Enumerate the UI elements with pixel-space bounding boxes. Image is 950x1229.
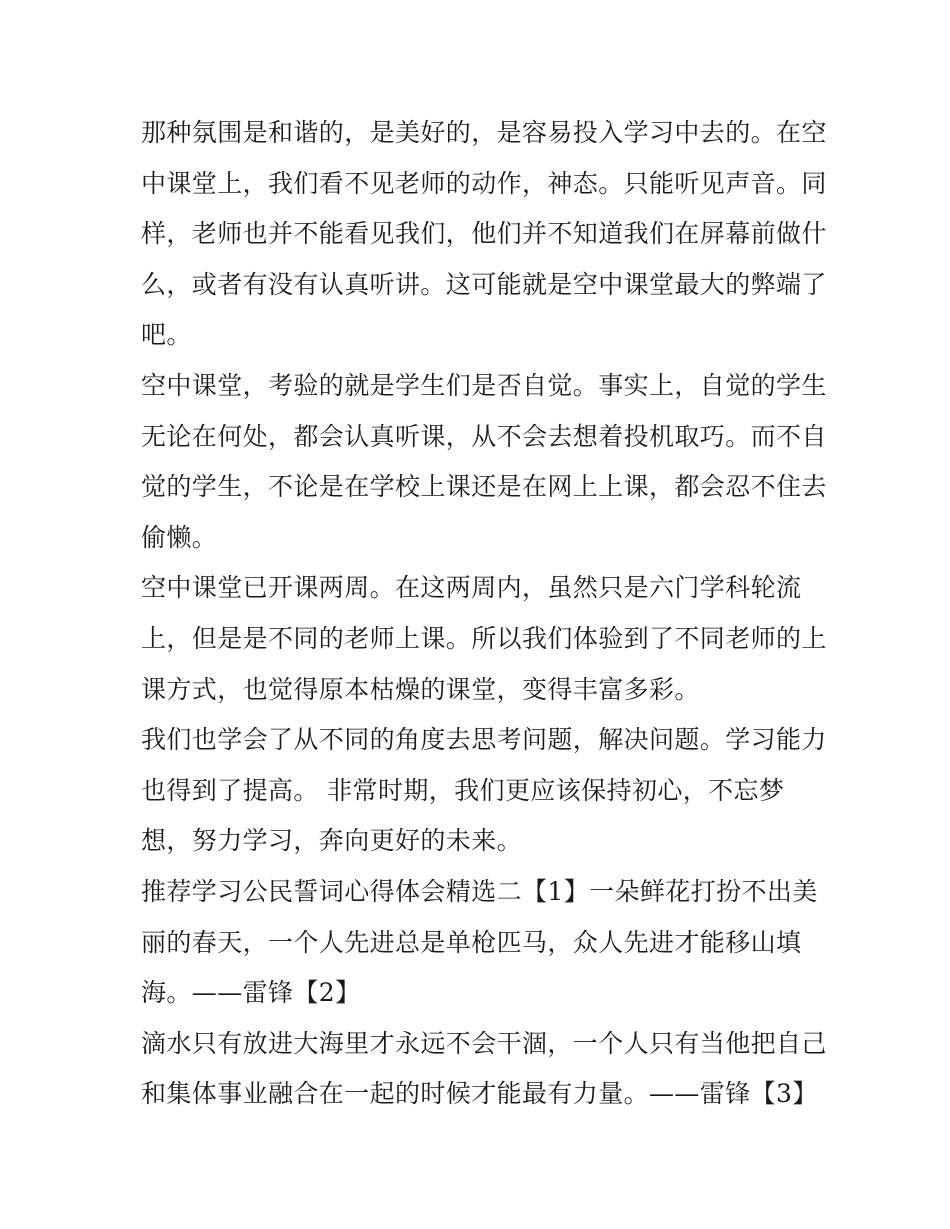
body-text [141, 108, 827, 1120]
text-line: 空中课堂，考验的就是学生们是否自觉。事实上，自觉的学生 [141, 370, 827, 400]
text-line: 丽的春天，一个人先进总是单枪匹马，众人先进才能移山填 [141, 927, 802, 957]
text-line: 样，老师也并不能看见我们，他们并不知道我们在屏幕前做什 [141, 219, 827, 249]
text-line: 上，但是是不同的老师上课。所以我们体验到了不同老师的上 [141, 623, 827, 653]
text-line: 和集体事业融合在一起的时候才能最有力量。——雷锋【3】 [141, 1079, 818, 1109]
text-line: 么，或者有没有认真听讲。这可能就是空中课堂最大的弊端了 [141, 269, 827, 299]
text-line: 我们也学会了从不同的角度去思考问题，解决问题。学习能力 [141, 725, 827, 755]
text-line: 无论在何处，都会认真听课，从不会去想着投机取巧。而不自 [141, 421, 827, 451]
text-line: 课方式，也觉得原本枯燥的课堂，变得丰富多彩。 [141, 674, 700, 704]
text-line: 想，努力学习，奔向更好的未来。 [141, 826, 523, 856]
text-line: 也得到了提高。 非常时期，我们更应该保持初心，不忘梦 [141, 775, 785, 805]
text-line: 觉的学生，不论是在学校上课还是在网上上课，都会忍不住去 [141, 472, 827, 502]
text-line: 推荐学习公民誓词心得体会精选二【1】一朵鲜花打扮不出美 [141, 876, 818, 906]
text-line: 中课堂上，我们看不见老师的动作，神态。只能听见声音。同 [141, 168, 827, 198]
text-line: 那种氛围是和谐的，是美好的，是容易投入学习中去的。在空 [141, 118, 827, 147]
text-line: 偷懒。 [141, 522, 218, 552]
text-line: 滴水只有放进大海里才永远不会干涸，一个人只有当他把自己 [141, 1028, 827, 1058]
text-line: 海。——雷锋【2】 [141, 978, 361, 1008]
text-line: 吧。 [141, 320, 192, 350]
text-line: 空中课堂已开课两周。在这两周内，虽然只是六门学科轮流 [141, 573, 802, 603]
